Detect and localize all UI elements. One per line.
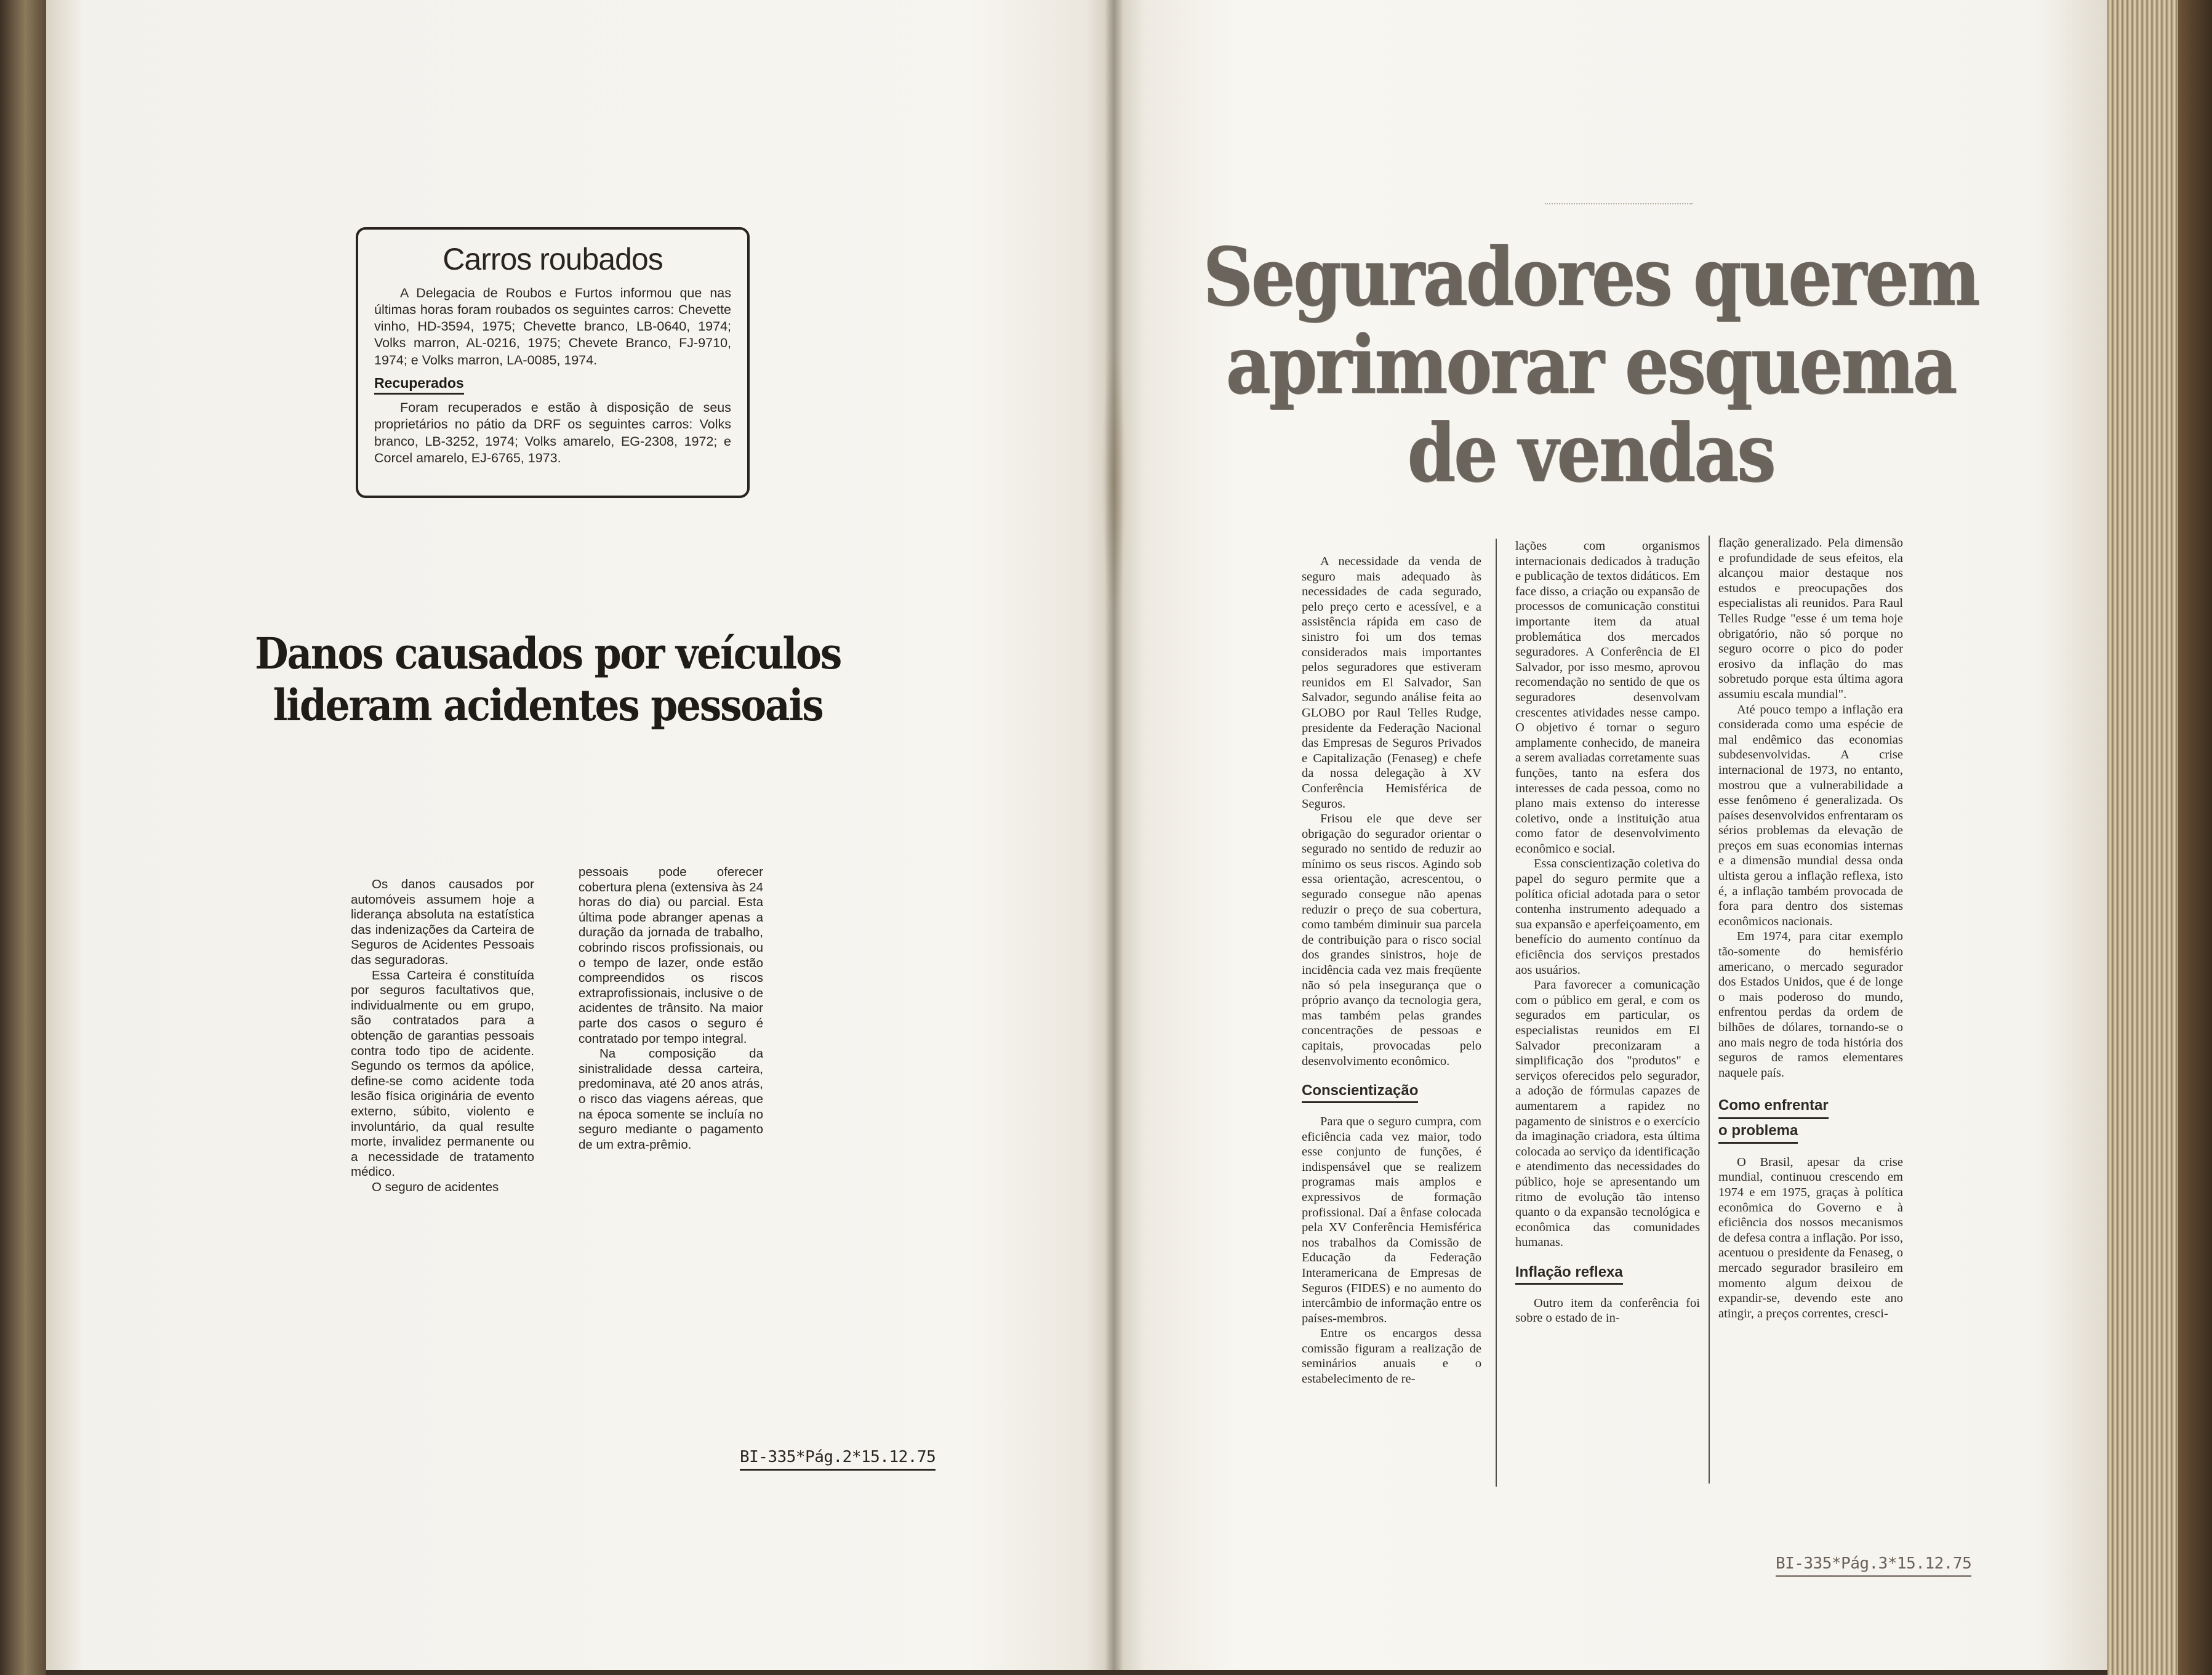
subheading-conscientizacao: Conscientização [1302,1082,1418,1103]
paragraph: Na composição da sinistralidade dessa carteira, predominava, até 20 anos atrás, o risco das viagens aéreas, que na época somente se incluía no seguro mediante o pagamento de um extra-prêmio. [579,1046,763,1152]
paragraph: Até pouco tempo a inflação era considerada como uma espécie de mal endêmico das economias subdesenvolvidas. A crise internacional de 1973, no entanto, mostrou que a vulnerabilidade a esse fenômeno é generalizada. Os países desenvolvidos enfrentaram os sérios problemas da elevação de preços em suas economias internas e a dimensão mundial dessa onda ultista gerou a inflação reflexa, isto é, a inflação também provocada de fora para dentro dos sistemas econômicos nacionais. [1718,702,1904,928]
box-title: Carros roubados [443,242,663,276]
left-headline [243,628,852,731]
right-article-column-2 [1515,539,1700,1326]
decorative-dots [1545,203,1693,206]
subheading-como-enfrentar [1718,1094,1903,1143]
paragraph: Essa conscientização coletiva do papel do seguro permite que a política oficial adotada para o setor contenha instrumento adequado a sua expansão e aperfeiçoamento, em benefício do aumento contínuo da eficiência dos serviços prestados aos usuários. [1515,857,1700,977]
subheading-line2: o problema [1718,1119,1798,1144]
paragraph: Para favorecer a comunicação com o público em geral, e com os segurados em particular, os especialistas reunidos em El Salvador preconizaram a simplificação dos "produtos" e serviços oferecidos pelo segurador, a adoção de fórmulas capazes de aumentarem a rapidez no pagamento de sinistros e o exercício da imaginação criadora, esta última colocada ao serviço da identificação e atendimento das necessidades do público, hoje se apresentando um ritmo de evolução tão intenso quanto o da expansão tecnológica e econômica das comunidades humanas. [1515,978,1700,1250]
book-spine-left [0,0,46,1675]
paragraph: pessoais pode oferecer cobertura plena (extensiva às 24 horas do dia) ou parcial. Esta última pode abranger apenas a duração da jornada de trabalho, cobrindo riscos profissionais, ou o tempo de lazer, onde estão compreendidos os riscos extraprofissionais, inclusive o de acidentes de trânsito. Na maior parte dos casos o seguro é contratado por tempo integral. [579,865,763,1046]
right-page-footer: BI-335*Pág.3*15.12.75 [1776,1554,1971,1577]
right-article-column-1 [1302,554,1481,1387]
paragraph: Outro item da conferência foi sobre o estado de in- [1515,1296,1700,1325]
left-headline-line2: lideram acidentes pessoais [273,680,823,731]
paragraph: Os danos causados por automóveis assumem hoje a liderança absoluta na estatística das indenizações da Carteira de Seguros de Acidentes Pessoais das seguradoras. [351,877,534,967]
left-article-column-1 [351,877,534,1195]
left-article-column-2 [579,865,763,1152]
right-headline [1173,230,2010,500]
right-article-column-3 [1718,536,1903,1321]
box-subheading: Recuperados [374,375,464,395]
paragraph: Essa Carteira é constituída por seguros facultativos que, individualmente ou em grupo, são contratados para a obtenção de garantias pessoais contra todo tipo de acidente. Segundo os termos da apólice, define-se como acidente toda lesão física originária de evento externo, súbito, violento e involuntário, da qual resulte morte, invalidez permanente ou a necessidade de tratamento médico. [351,968,534,1179]
paragraph: Entre os encargos dessa comissão figuram a realização de seminários anuais e o estabelecimento de re- [1302,1327,1481,1386]
paragraph: Em 1974, para citar exemplo tão-somente do hemisfério americano, o mercado segurador dos Estados Unidos, que é de longe o mais poderoso do mundo, enfrentou perdas da ordem de bilhões de dólares, tornando-se o ano mais negro de toda história dos seguros de ramos elementares naquele país. [1718,930,1903,1080]
right-headline-line2: aprimorar esquema de vendas [1226,318,1956,500]
column-divider [1496,539,1497,1487]
paragraph: Frisou ele que deve ser obrigação do segurador orientar o segurado no sentido de reduzir ao mínimo os seus riscos. Agindo sob essa orientação, acrescentou, o segurado consegue não apenas reduzir o preço de sua cobertura, como também diminuir sua parcela de contribuição para o risco social dos grandes sinistros, hoje de incidência cada vez mais freqüente não só pela insegurança que o próprio avanço da tecnologia gera, mas também pelas grandes concentrações de pessoas e capitais, provocadas pelo desenvolvimento econômico. [1302,812,1481,1068]
left-headline-line1: Danos causados por veículos [254,628,841,679]
box-paragraph-recovered: Foram recuperados e estão à disposição de seus proprietários no pátio da DRF os seguintes carros: Volks branco, LB-3252, 1974; Volks amarelo, EG-2308, 1972; e Corcel amarelo, EJ-6765, 1973. [374,400,731,465]
right-headline-line1: Seguradores querem [1203,230,1979,324]
left-page-footer: BI-335*Pág.2*15.12.75 [740,1448,936,1471]
paragraph: flação generalizado. Pela dimensão e profundidade de seus efeitos, ela alcançou maior destaque nos estudos e preocupações dos especialistas ali reunidos. Para Raul Telles Rudge "esse é um tema hoje obrigatório, não só porque no seguro ocorre o pico do poder erosivo da inflação do mas sobretudo porque esta última agora assumiu escala mundial". [1718,536,1903,701]
book-gutter [1105,0,1123,1675]
column-divider [1709,536,1710,1484]
box-paragraph-stolen: A Delegacia de Roubos e Furtos informou que nas últimas horas foram roubados os seguintes carros: Chevette vinho, HD-3594, 1975; Chevette branco, LB-0640, 1974; Volks marron, AL-0216, 1975; Chevete Branco, FJ-9710, 1974; e Volks marron, LA-0085, 1974. [374,285,731,368]
subheading-inflacao-reflexa: Inflação reflexa [1515,1264,1623,1285]
paragraph: lações com organismos internacionais dedicados à tradução e publicação de textos didáticos. Em face disso, a criação ou expansão de processos de comunicação constitui importante item da atual problemática dos mercados seguradores. A Conferência de El Salvador, por isso mesmo, aprovou recomendação no sentido de que os seguradores desenvolvam crescentes atividades nesse campo. O objetivo é tornar o seguro amplamente conhecido, de maneira a serem avaliadas corretamente suas funções, tanto na esfera dos interesses de cada pessoa, como no plano mais extenso do interesse coletivo, onde a instituição atua como fator de desenvolvimento econômico e social. [1515,539,1700,856]
paragraph: Para que o seguro cumpra, com eficiência cada vez maior, todo esse conjunto de funções, é indispensável que se realizem programas mais amplos e expressivos de formação profissional. Daí a ênfase colocada pela XV Conferência Hemisférica nos trabalhos da Comissão de Educação da Federação Interamericana de Empresas de Seguros (FIDES) e no aumento do intercâmbio de informação entre os países-membros. [1302,1114,1481,1325]
subheading-line1: Como enfrentar [1718,1094,1829,1119]
paper-stain [1102,345,1126,616]
paragraph: O Brasil, apesar da crise mundial, continuou crescendo em 1974 e em 1975, graças à política econômica do Governo e à eficiência dos nossos mecanismos de defesa contra a inflação. Por isso, acentuou o presidente da Fenaseg, o mercado segurador brasileiro em momento algum deixou de expandir-se, devendo este ano atingir, a preços correntes, cresci- [1718,1155,1903,1320]
paragraph: O seguro de acidentes [372,1179,499,1194]
carros-roubados-box [356,227,750,498]
book-bottom-edge [46,1670,2107,1675]
paragraph: A necessidade da venda de seguro mais adequado às necessidades de cada segurado, pelo preço certo e acessível, e a assistência rápida em caso de sinistro foi um dos temas considerados mais importantes pelos seguradores que estiveram reunidos em El Salvador, San Salvador, segundo análise feita ao GLOBO por Raul Telles Rudge, presidente da Federação Nacional das Empresas de Seguros Privados e Capitalização (Fenaseg) e chefe da nossa delegação à XV Conferência Hemisférica de Seguros. [1302,555,1481,811]
book-page-edges-right [2107,0,2212,1675]
